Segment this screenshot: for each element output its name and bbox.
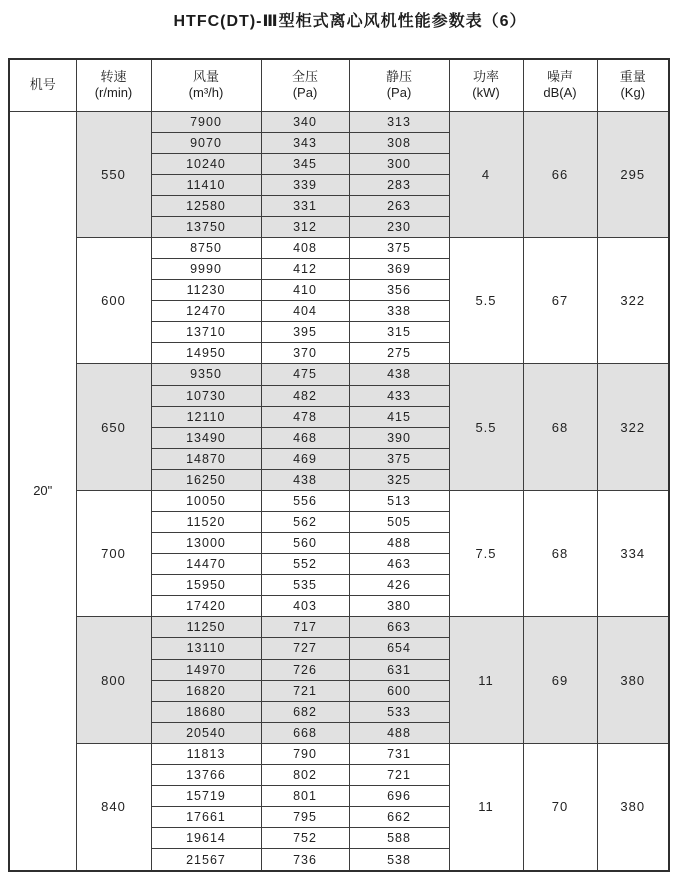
total-pressure-cell: 468 (261, 427, 349, 448)
static-pressure-cell: 300 (349, 153, 449, 174)
column-header-line1: 功率 (472, 69, 499, 84)
column-header (76, 59, 151, 111)
column-header (151, 59, 261, 111)
static-pressure-cell: 313 (349, 111, 449, 132)
column-header-line1: 噪声 (546, 69, 573, 84)
noise-cell: 68 (523, 490, 597, 616)
static-pressure-cell: 275 (349, 343, 449, 364)
static-pressure-cell: 588 (349, 828, 449, 849)
airflow-cell: 13000 (151, 533, 261, 554)
airflow-cell: 19614 (151, 828, 261, 849)
column-header-line2: (r/min) (94, 85, 133, 101)
total-pressure-cell: 752 (261, 828, 349, 849)
airflow-cell: 11813 (151, 743, 261, 764)
total-pressure-cell: 552 (261, 554, 349, 575)
airflow-cell: 9350 (151, 364, 261, 385)
airflow-cell: 11230 (151, 280, 261, 301)
page-title: HTFC(DT)-Ⅲ型柜式离心风机性能参数表（6） (173, 13, 527, 30)
total-pressure-cell: 727 (261, 638, 349, 659)
airflow-cell: 14950 (151, 343, 261, 364)
static-pressure-cell: 263 (349, 195, 449, 216)
power-cell: 7.5 (449, 490, 523, 616)
column-header (449, 59, 523, 111)
airflow-cell: 13766 (151, 764, 261, 785)
power-cell: 5.5 (449, 237, 523, 363)
static-pressure-cell: 390 (349, 427, 449, 448)
total-pressure-cell: 345 (261, 153, 349, 174)
total-pressure-cell: 482 (261, 385, 349, 406)
table-row (9, 490, 669, 511)
total-pressure-cell: 410 (261, 280, 349, 301)
static-pressure-cell: 631 (349, 659, 449, 680)
static-pressure-cell: 488 (349, 533, 449, 554)
airflow-cell: 8750 (151, 237, 261, 258)
total-pressure-cell: 736 (261, 849, 349, 871)
airflow-cell: 17420 (151, 596, 261, 617)
total-pressure-cell: 412 (261, 259, 349, 280)
total-pressure-cell: 560 (261, 533, 349, 554)
airflow-cell: 16250 (151, 469, 261, 490)
static-pressure-cell: 433 (349, 385, 449, 406)
total-pressure-cell: 478 (261, 406, 349, 427)
column-header-line1: 静压 (385, 69, 412, 84)
table-body (9, 111, 669, 871)
column-header-line2: (kW) (472, 85, 500, 101)
static-pressure-cell: 696 (349, 786, 449, 807)
static-pressure-cell: 415 (349, 406, 449, 427)
noise-cell: 69 (523, 617, 597, 743)
static-pressure-cell: 663 (349, 617, 449, 638)
weight-cell: 322 (597, 364, 669, 490)
total-pressure-cell: 717 (261, 617, 349, 638)
airflow-cell: 13110 (151, 638, 261, 659)
total-pressure-cell: 331 (261, 195, 349, 216)
speed-cell: 650 (76, 364, 151, 490)
noise-cell: 70 (523, 743, 597, 871)
power-cell: 5.5 (449, 364, 523, 490)
column-header-line2: (Pa) (386, 85, 412, 101)
column-header-line1: 风量 (192, 69, 219, 84)
total-pressure-cell: 404 (261, 301, 349, 322)
speed-cell: 600 (76, 237, 151, 363)
airflow-cell: 13490 (151, 427, 261, 448)
total-pressure-cell: 312 (261, 216, 349, 237)
total-pressure-cell: 790 (261, 743, 349, 764)
column-header (349, 59, 449, 111)
static-pressure-cell: 356 (349, 280, 449, 301)
total-pressure-cell: 475 (261, 364, 349, 385)
column-header-line2: (m³/h) (188, 85, 224, 101)
total-pressure-cell: 343 (261, 132, 349, 153)
airflow-cell: 14470 (151, 554, 261, 575)
static-pressure-cell: 538 (349, 849, 449, 871)
total-pressure-cell: 339 (261, 174, 349, 195)
total-pressure-cell: 668 (261, 722, 349, 743)
table-row (9, 111, 669, 132)
column-header (597, 59, 669, 111)
total-pressure-cell: 726 (261, 659, 349, 680)
weight-cell: 295 (597, 111, 669, 237)
airflow-cell: 20540 (151, 722, 261, 743)
static-pressure-cell: 654 (349, 638, 449, 659)
static-pressure-cell: 513 (349, 490, 449, 511)
static-pressure-cell: 315 (349, 322, 449, 343)
airflow-cell: 13750 (151, 216, 261, 237)
static-pressure-cell: 230 (349, 216, 449, 237)
column-header-line2: dB(A) (543, 85, 577, 101)
total-pressure-cell: 562 (261, 511, 349, 532)
total-pressure-cell: 535 (261, 575, 349, 596)
static-pressure-cell: 283 (349, 174, 449, 195)
airflow-cell: 11410 (151, 174, 261, 195)
speed-cell: 550 (76, 111, 151, 237)
static-pressure-cell: 380 (349, 596, 449, 617)
total-pressure-cell: 721 (261, 680, 349, 701)
total-pressure-cell: 403 (261, 596, 349, 617)
total-pressure-cell: 682 (261, 701, 349, 722)
noise-cell: 66 (523, 111, 597, 237)
table-row (9, 364, 669, 385)
column-header-line2: (Kg) (620, 85, 646, 101)
airflow-cell: 12580 (151, 195, 261, 216)
airflow-cell: 13710 (151, 322, 261, 343)
airflow-cell: 10240 (151, 153, 261, 174)
weight-cell: 334 (597, 490, 669, 616)
total-pressure-cell: 438 (261, 469, 349, 490)
fan-performance-table (8, 58, 670, 872)
header-row (9, 59, 669, 111)
static-pressure-cell: 338 (349, 301, 449, 322)
total-pressure-cell: 370 (261, 343, 349, 364)
table-row (9, 237, 669, 258)
airflow-cell: 12470 (151, 301, 261, 322)
speed-cell: 700 (76, 490, 151, 616)
airflow-cell: 15719 (151, 786, 261, 807)
airflow-cell: 11520 (151, 511, 261, 532)
machine-no-cell: 20" (9, 111, 76, 871)
table-row (9, 617, 669, 638)
airflow-cell: 10730 (151, 385, 261, 406)
table-row (9, 743, 669, 764)
table-header (9, 59, 669, 111)
power-cell: 11 (449, 617, 523, 743)
static-pressure-cell: 488 (349, 722, 449, 743)
airflow-cell: 11250 (151, 617, 261, 638)
power-cell: 11 (449, 743, 523, 871)
static-pressure-cell: 375 (349, 448, 449, 469)
power-cell: 4 (449, 111, 523, 237)
airflow-cell: 14970 (151, 659, 261, 680)
static-pressure-cell: 731 (349, 743, 449, 764)
weight-cell: 380 (597, 617, 669, 743)
airflow-cell: 9990 (151, 259, 261, 280)
column-header-line1: 重量 (619, 69, 646, 84)
total-pressure-cell: 469 (261, 448, 349, 469)
airflow-cell: 12110 (151, 406, 261, 427)
airflow-cell: 21567 (151, 849, 261, 871)
static-pressure-cell: 533 (349, 701, 449, 722)
static-pressure-cell: 600 (349, 680, 449, 701)
static-pressure-cell: 438 (349, 364, 449, 385)
total-pressure-cell: 795 (261, 807, 349, 828)
total-pressure-cell: 556 (261, 490, 349, 511)
airflow-cell: 16820 (151, 680, 261, 701)
static-pressure-cell: 308 (349, 132, 449, 153)
total-pressure-cell: 395 (261, 322, 349, 343)
speed-cell: 840 (76, 743, 151, 871)
static-pressure-cell: 505 (349, 511, 449, 532)
airflow-cell: 9070 (151, 132, 261, 153)
static-pressure-cell: 662 (349, 807, 449, 828)
airflow-cell: 15950 (151, 575, 261, 596)
noise-cell: 67 (523, 237, 597, 363)
static-pressure-cell: 463 (349, 554, 449, 575)
column-header (523, 59, 597, 111)
speed-cell: 800 (76, 617, 151, 743)
static-pressure-cell: 721 (349, 764, 449, 785)
airflow-cell: 18680 (151, 701, 261, 722)
static-pressure-cell: 375 (349, 237, 449, 258)
weight-cell: 322 (597, 237, 669, 363)
column-header (9, 59, 76, 111)
column-header-line1: 全压 (291, 69, 318, 84)
total-pressure-cell: 408 (261, 237, 349, 258)
noise-cell: 68 (523, 364, 597, 490)
static-pressure-cell: 426 (349, 575, 449, 596)
column-header-line2: (Pa) (292, 85, 318, 101)
airflow-cell: 10050 (151, 490, 261, 511)
column-header (261, 59, 349, 111)
total-pressure-cell: 801 (261, 786, 349, 807)
static-pressure-cell: 369 (349, 259, 449, 280)
airflow-cell: 14870 (151, 448, 261, 469)
total-pressure-cell: 802 (261, 764, 349, 785)
airflow-cell: 7900 (151, 111, 261, 132)
total-pressure-cell: 340 (261, 111, 349, 132)
column-header-line1: 转速 (100, 69, 127, 84)
static-pressure-cell: 325 (349, 469, 449, 490)
column-header-line1: 机号 (29, 77, 56, 93)
airflow-cell: 17661 (151, 807, 261, 828)
weight-cell: 380 (597, 743, 669, 871)
